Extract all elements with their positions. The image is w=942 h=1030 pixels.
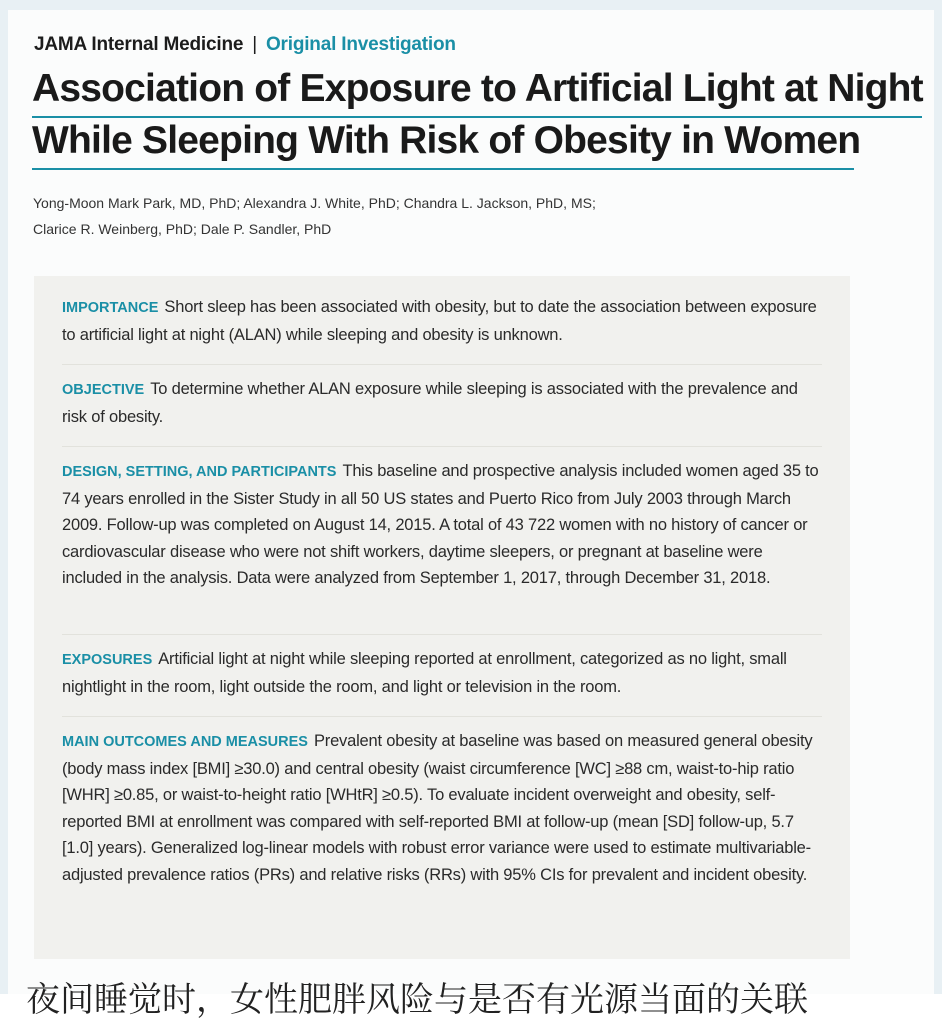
chinese-caption: 夜间睡觉时，女性肥胖风险与是否有光源当面的关联 [26, 980, 808, 1020]
objective-text: To determine whether ALAN exposure while sleeping is associated with the prevalence and risk of obesity. [62, 380, 798, 426]
section-divider [62, 716, 822, 717]
abstract-exposures [62, 646, 822, 700]
article-section-link[interactable]: Original Investigation [265, 34, 456, 55]
design-text: This baseline and prospective analysis included women aged 35 to 74 years enrolled in the Sister Study in all 50 US states and Puerto Rico from July 2003 through March 2009. Follow-up was completed on August 14, 2015. A total of 43 722 women with no history of cancer or cardiovascular disease who were not shift workers, daytime sleepers, or pregnant at baseline were included in the analysis. Data were analyzed from September 1, 2017, through December 31, 2018. [62, 462, 819, 587]
journal-separator: | [252, 34, 257, 55]
abstract-main-outcomes [62, 728, 822, 888]
author-list-line-1: Yong-Moon Mark Park, MD, PhD; Alexandra J. White, PhD; Chandra L. Jackson, PhD, MS; [33, 195, 596, 211]
author-list [33, 190, 913, 242]
abstract-objective [62, 376, 822, 430]
exposures-label: EXPOSURES [62, 652, 153, 668]
section-divider [62, 364, 822, 365]
journal-header [34, 34, 456, 56]
objective-label: OBJECTIVE [62, 382, 145, 398]
section-divider [62, 634, 822, 635]
importance-text: Short sleep has been associated with obesity, but to date the association between exposure to artificial light at night (ALAN) while sleeping and obesity is unknown. [62, 298, 817, 344]
exposures-text: Artificial light at night while sleeping reported at enrollment, categorized as no light, small nightlight in the room, light outside the room, and light or television in the room. [62, 650, 787, 696]
journal-name[interactable]: JAMA Internal Medicine [34, 34, 244, 55]
article-title-line-2: While Sleeping With Risk of Obesity in Women [32, 118, 854, 170]
abstract-design [62, 458, 822, 592]
importance-label: IMPORTANCE [62, 300, 159, 316]
section-divider [62, 446, 822, 447]
abstract-box [34, 276, 850, 959]
author-list-line-2: Clarice R. Weinberg, PhD; Dale P. Sandler, PhD [33, 221, 332, 237]
outcomes-label: MAIN OUTCOMES AND MEASURES [62, 734, 308, 750]
article-title-line-1: Association of Exposure to Artificial Light at Night [32, 66, 922, 118]
design-label: DESIGN, SETTING, AND PARTICIPANTS [62, 464, 337, 480]
outcomes-text: Prevalent obesity at baseline was based on measured general obesity (body mass index [BMI] ≥30.0) and central obesity (waist circumference [WC] ≥88 cm, waist-to-hip ratio [WHR] ≥0.85, or waist-to-height ratio [WHtR] ≥0.5). To evaluate incident overweight and obesity, self-reported BMI at enrollment was compared with self-reported BMI at follow-up (mean [SD] follow-up, 5.7 [1.0] years). Generalized log-linear models with robust error variance were used to estimate multivariable-adjusted prevalence ratios (PRs) and relative risks (RRs) with 95% CIs for prevalent and incident obesity. [62, 732, 813, 884]
abstract-importance [62, 294, 822, 348]
